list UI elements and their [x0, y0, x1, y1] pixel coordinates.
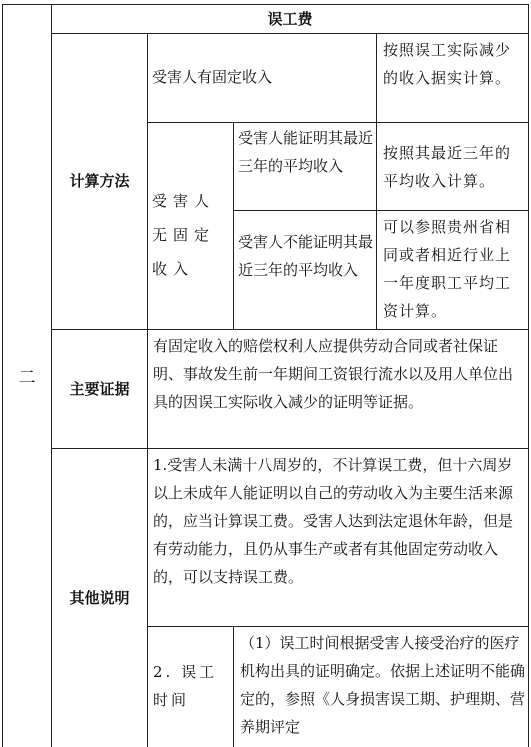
note2-column-divider: [233, 626, 234, 747]
rule-column-divider: [376, 33, 377, 329]
can-prove-label: 受害人能证明其最近三年的平均收入: [238, 129, 374, 175]
other-note-2-label: 2. 误工时间: [153, 663, 218, 709]
section-number: 二: [18, 368, 36, 388]
calc-method-label: 计算方法: [69, 172, 130, 190]
table-title: 误工费: [267, 10, 313, 28]
other-note-1: 1.受害人未满十八周岁的，不计算误工费，但十六周岁以上未成年人能证明以自己的劳动收入为主要生活来源的，应当计算误工费。受害人达到法定退休年龄，但是有劳动能力，且仍从事生产或者有其他固定劳动收入的，可以支持误工费。: [153, 456, 514, 586]
fixed-income-label: 受害人有固定收入: [152, 68, 273, 86]
fixed-income-rule: 按照误工实际减少的收入据实计算。: [383, 41, 512, 87]
table-border-right: [528, 4, 529, 747]
cannot-prove-rule: 可以参照贵州省相同或者相近行业上一年度职工平均工资计算。: [383, 218, 512, 320]
fixed-row-divider: [147, 122, 529, 123]
other-notes-label: 其他说明: [69, 589, 130, 607]
can-prove-rule: 按照其最近三年的平均收入计算。: [383, 144, 512, 190]
cannot-prove-label: 受害人不能证明其最近三年的平均收入: [238, 233, 374, 279]
label-column-divider: [147, 33, 148, 747]
evidence-text: 有固定收入的赔偿权利人应提供劳动合同或者社保证明、事故发生前一年期间工资银行流水以及用人单位出具的因误工实际收入减少的证明等证据。: [153, 337, 514, 411]
note-row-divider: [147, 626, 529, 627]
evidence-row-divider: [51, 448, 529, 449]
other-note-2-text: （1）误工时间根据受害人接受治疗的医疗机构出具的证明确定。依据上述证明不能确定的，参照《人身损害误工期、护理期、营养期评定: [240, 634, 526, 736]
sub-label-column-divider: [233, 122, 234, 329]
title-row-divider: [51, 33, 529, 34]
calc-row-divider: [51, 329, 529, 330]
no-fixed-income-label: 受害人无固定收入: [152, 192, 216, 278]
evidence-label: 主要证据: [69, 380, 130, 398]
prove-row-divider: [233, 210, 529, 211]
